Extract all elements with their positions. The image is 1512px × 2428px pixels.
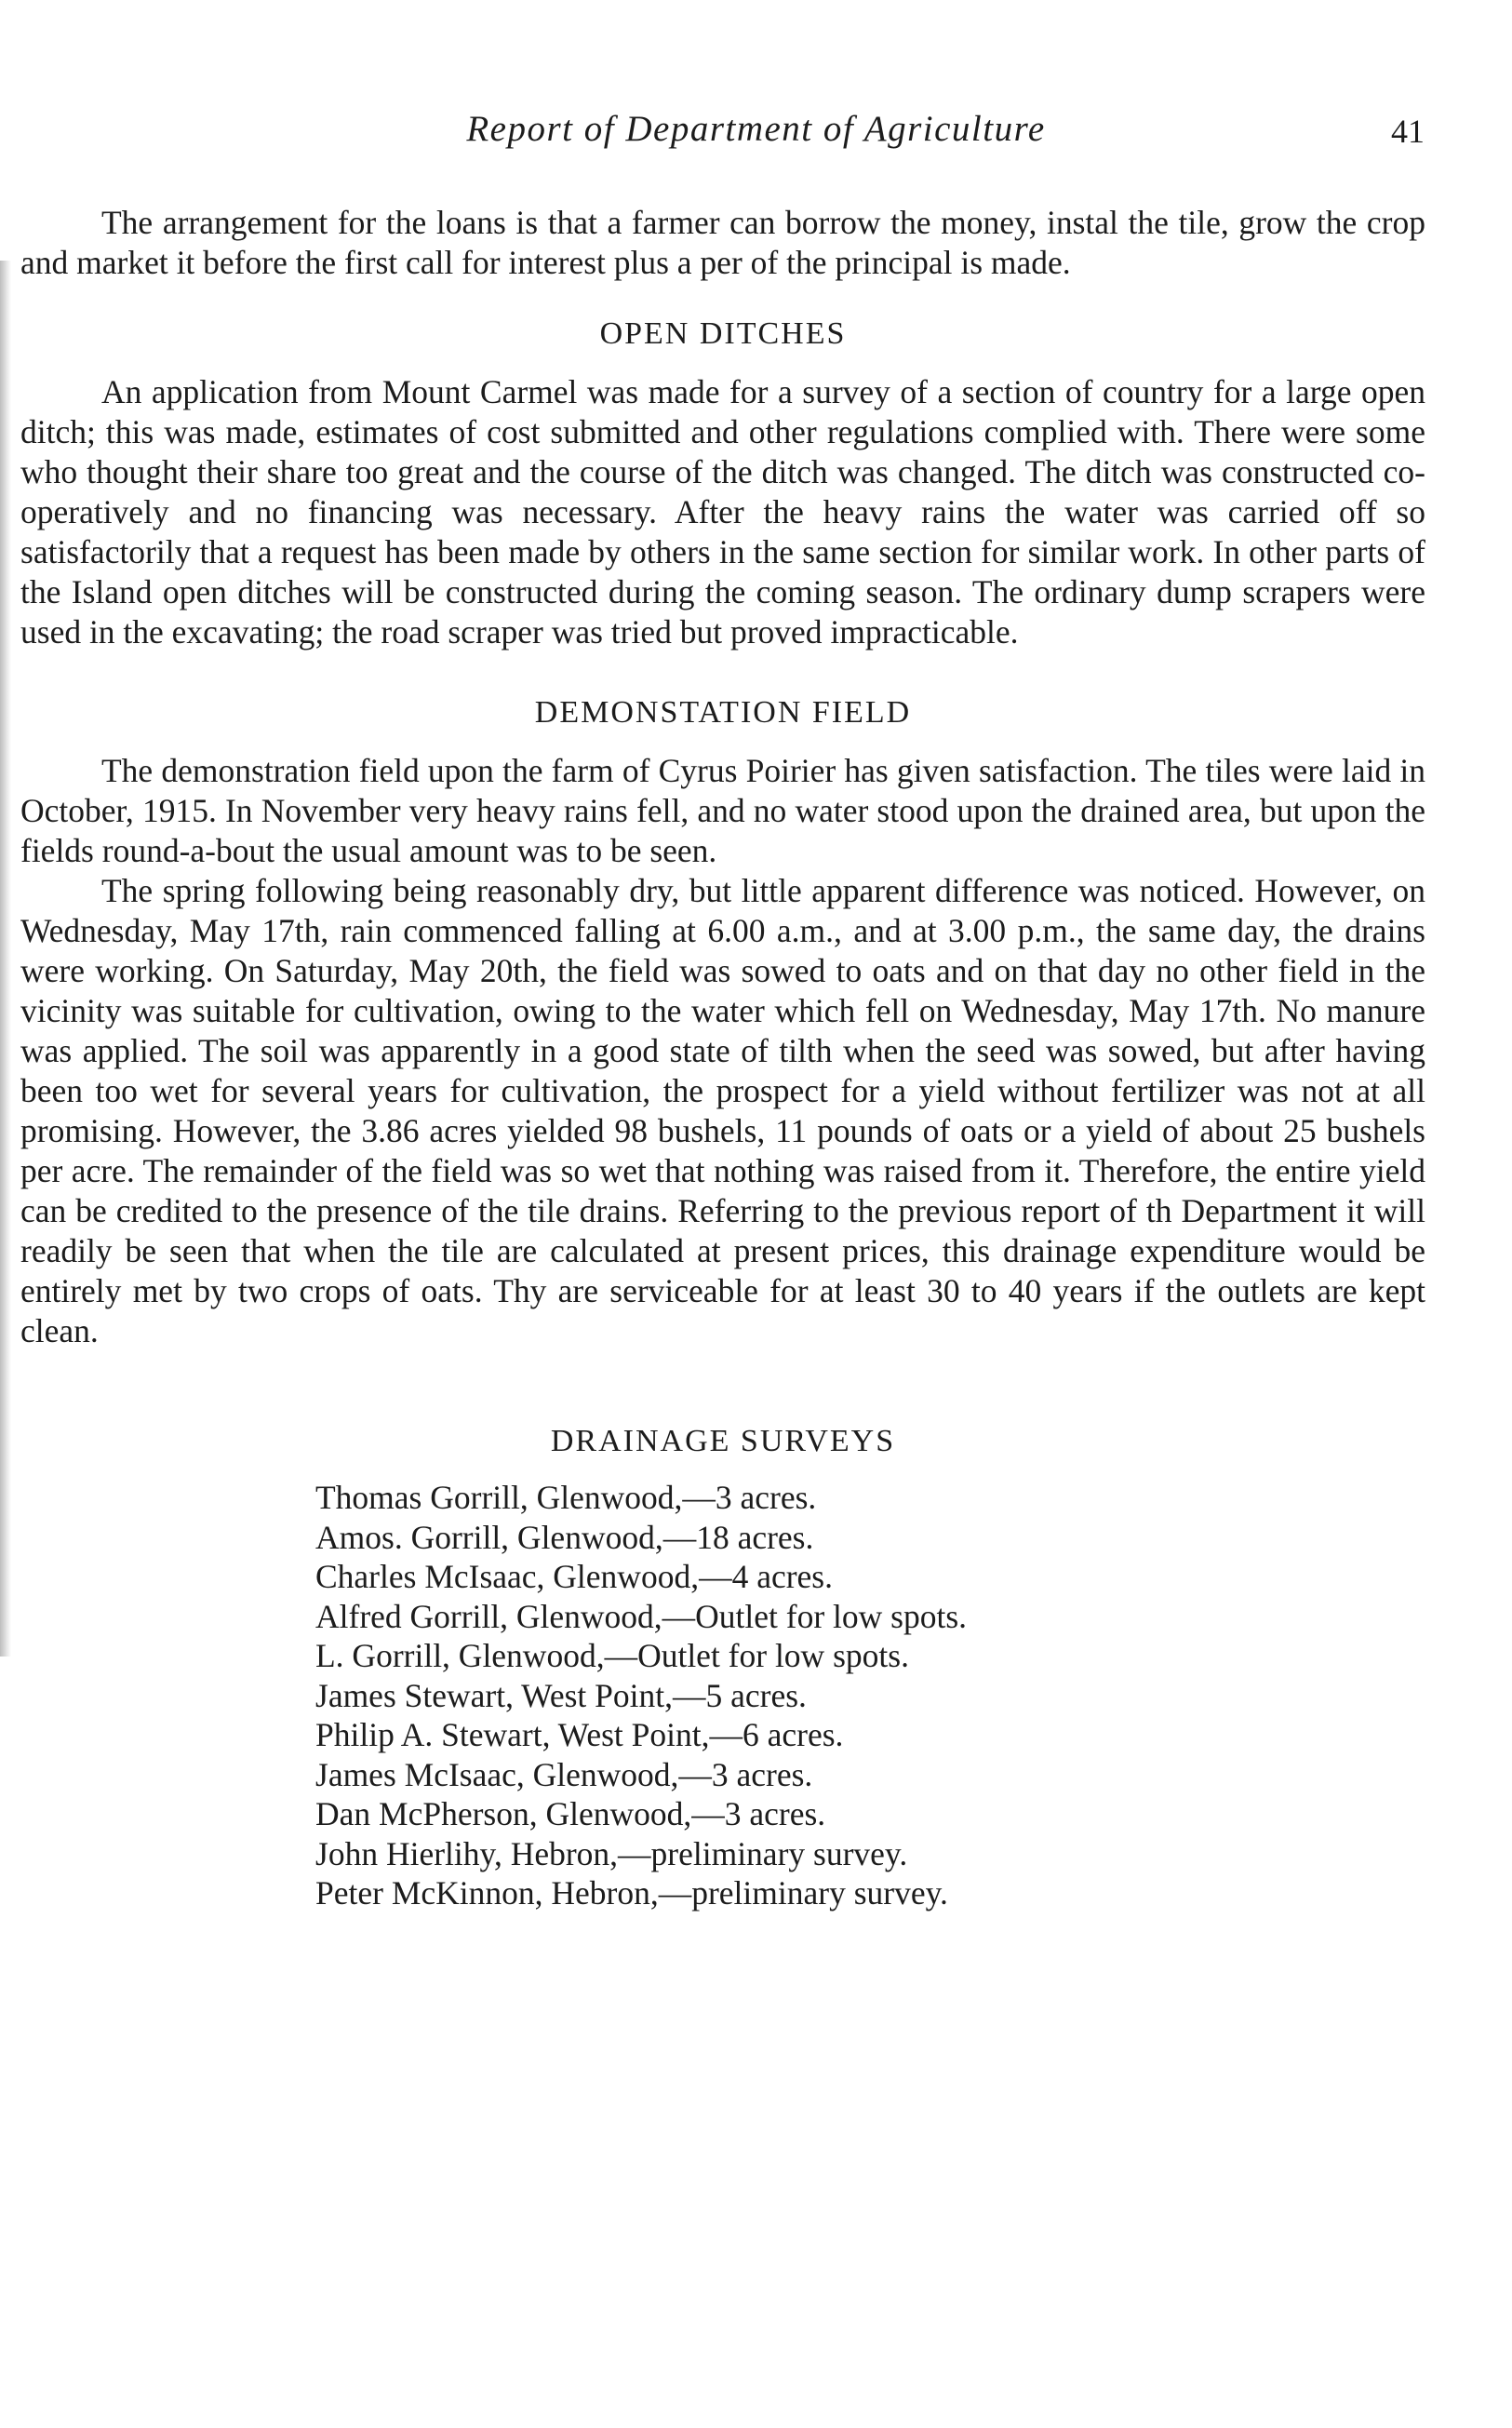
page-header bbox=[0, 108, 1512, 164]
survey-entry: James Stewart, West Point,—5 acres. bbox=[315, 1676, 807, 1714]
page-body bbox=[20, 203, 1425, 1913]
survey-entry: Thomas Gorrill, Glenwood,—3 acres. bbox=[315, 1479, 817, 1516]
open-ditches-paragraph: An application from Mount Carmel was made for a survey of a section of country for a large open ditch; this was made, estimates of cost submitted and other regulations complied with. There were some who thought their share too great and the course of the ditch was changed. The ditch was constructed co-operatively and no financing was necessary. After the heavy rains the water was carried off so satisfactorily that a request has been made by others in the same section for similar work. In other parts of the Island open ditches will be constructed during the coming season. The ordinary dump scrapers were used in the excavating; the road scraper was tried but proved impracticable. bbox=[20, 373, 1425, 651]
running-head: Report of Department of Agriculture bbox=[466, 109, 1046, 149]
scan-edge-shadow bbox=[0, 261, 11, 1657]
survey-entry: Peter McKinnon, Hebron,—preliminary survey. bbox=[315, 1874, 948, 1912]
survey-entry: L. Gorrill, Glenwood,—Outlet for low spots. bbox=[315, 1637, 909, 1674]
survey-entry: Alfred Gorrill, Glenwood,—Outlet for low spots. bbox=[315, 1597, 968, 1635]
survey-entry: Philip A. Stewart, West Point,—6 acres. bbox=[315, 1716, 844, 1753]
section-heading-drainage-surveys: DRAINAGE SURVEYS bbox=[550, 1424, 896, 1458]
demonstration-paragraph-1: The demonstration field upon the farm of Cyrus Poirier has given satisfaction. The tiles were laid in October, 1915. In November very heavy rains fell, and no water stood upon the drained area, but upon the fields round-a-bout the usual amount was to be seen. bbox=[20, 752, 1425, 869]
page-number: 41 bbox=[1391, 113, 1425, 150]
survey-entry: Amos. Gorrill, Glenwood,—18 acres. bbox=[315, 1518, 814, 1556]
survey-entry: Dan McPherson, Glenwood,—3 acres. bbox=[315, 1795, 826, 1832]
section-heading-demonstration-field: DEMONSTATION FIELD bbox=[534, 695, 912, 730]
loans-paragraph: The arrangement for the loans is that a farmer can borrow the money, instal the tile, grow the crop and market it before the first call for interest plus a per of the principal is made. bbox=[20, 204, 1425, 281]
survey-entry: Charles McIsaac, Glenwood,—4 acres. bbox=[315, 1558, 833, 1595]
demonstration-paragraph-2: The spring following being reasonably dry, but little apparent difference was noticed. However, on Wednesday, May 17th, rain commenced falling at 6.00 a.m., and at 3.00 p.m., the same day, the drains were working. On Saturday, May 20th, the field was sowed to oats and on that day no other field in the vicinity was suitable for cultivation, owing to the water which fell on Wednesday, May 17th. No manure was applied. The soil was apparently in a good state of tilth when the seed was sowed, but after having been too wet for several years for cultivation, the prospect for a yield without fertilizer was not at all promising. However, the 3.86 acres yielded 98 bushels, 11 pounds of oats or a yield of about 25 bushels per acre. The remainder of the field was so wet that nothing was raised from it. Therefore, the entire yield can be credited to the presence of the tile drains. Referring to the previous report of th Department it will readily be seen that when the tile are calculated at present prices, this drainage expenditure would be entirely met by two crops of oats. Thy are serviceable for at least 30 to 40 years if the outlets are kept clean. bbox=[20, 872, 1425, 1349]
survey-entry: James McIsaac, Glenwood,—3 acres. bbox=[315, 1755, 813, 1793]
survey-entry: John Hierlihy, Hebron,—preliminary survey. bbox=[315, 1834, 908, 1872]
drainage-surveys-list bbox=[20, 1478, 1425, 1913]
section-heading-open-ditches: OPEN DITCHES bbox=[599, 316, 847, 351]
